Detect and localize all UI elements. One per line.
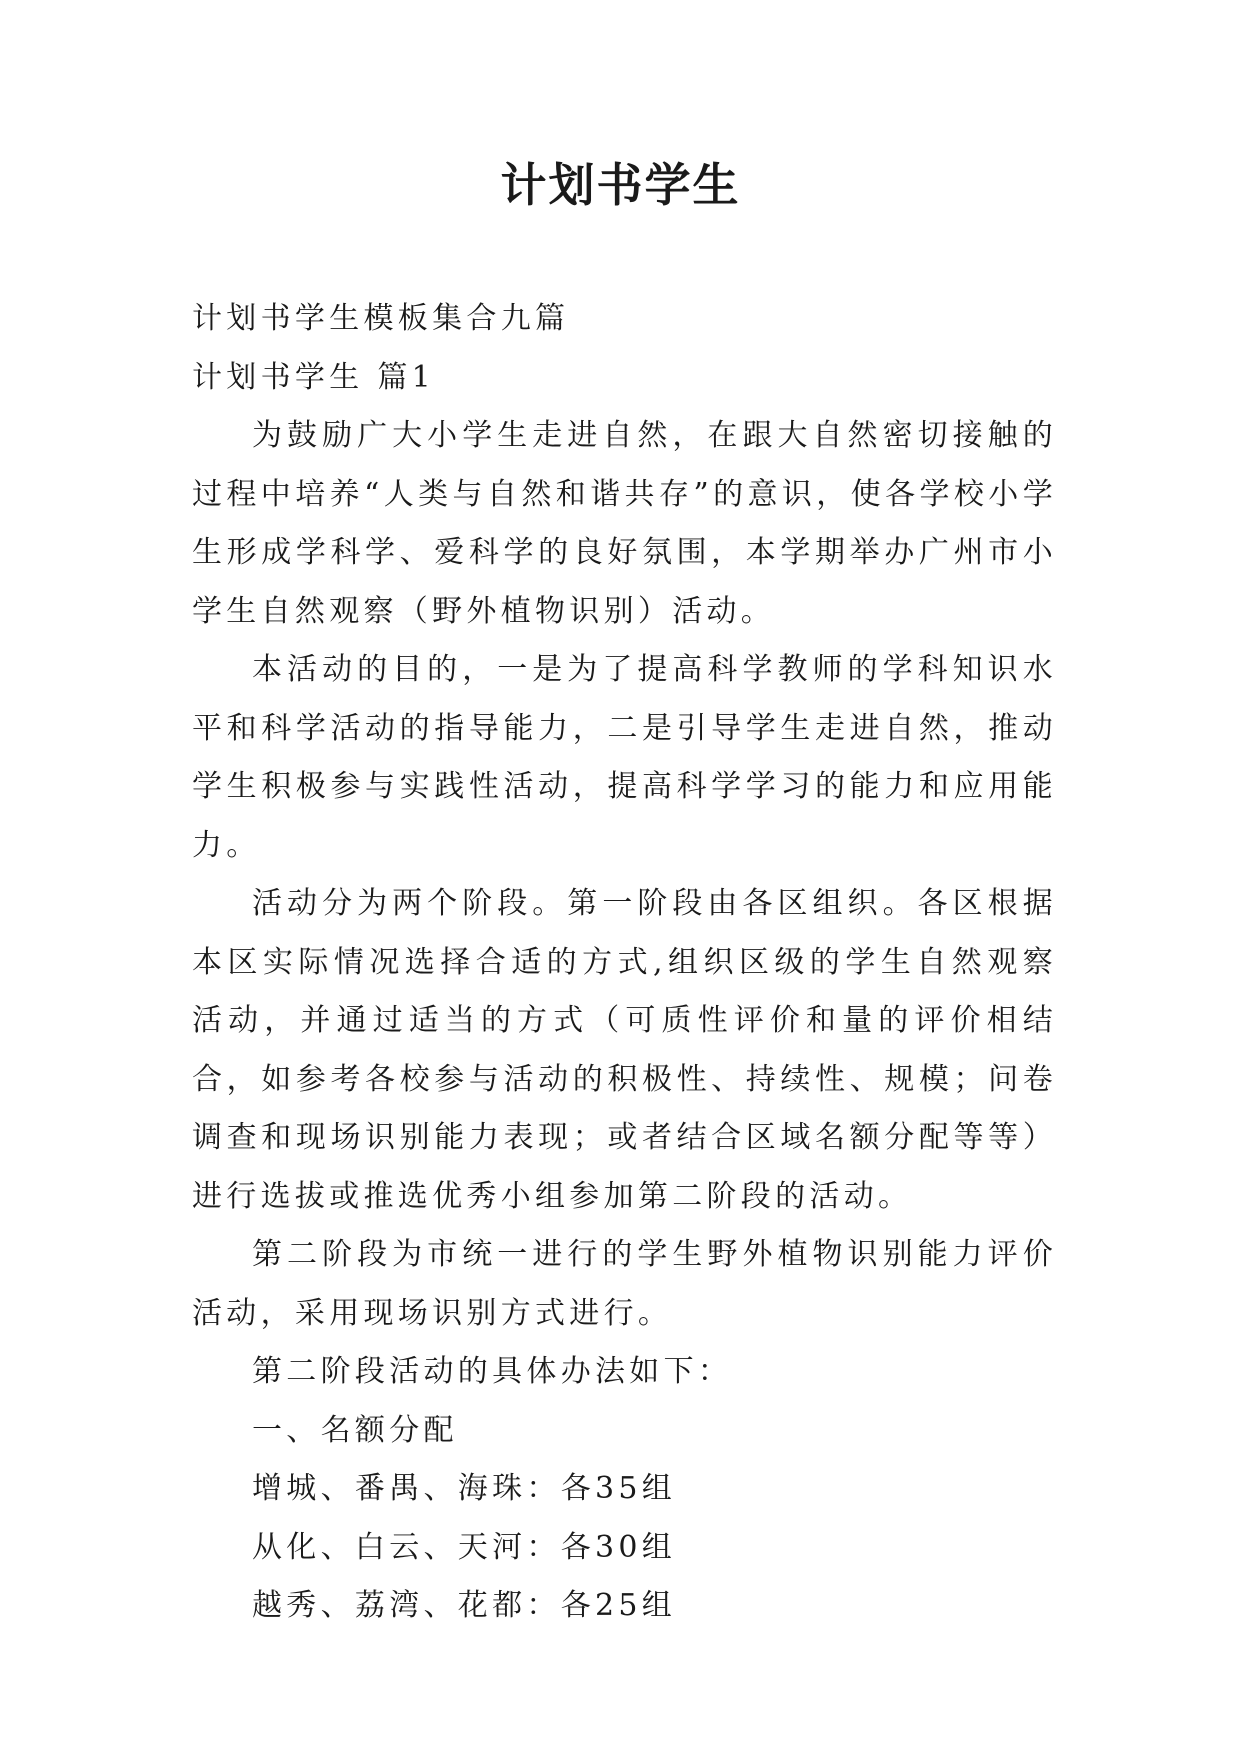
document-title: 计划书学生 bbox=[500, 158, 741, 212]
quota-line: 增城、番禺、海珠：各35组 bbox=[252, 1471, 677, 1506]
document-body bbox=[192, 290, 1057, 1636]
document-subtitle: 计划书学生模板集合九篇 bbox=[192, 301, 570, 336]
paragraph-2: 本活动的目的，一是为了提高科学教师的学科知识水平和科学活动的指导能力，二是引导学生走进自然，推动学生积极参与实践性活动，提高科学学习的能力和应用能力。 bbox=[192, 652, 1057, 863]
paragraph-3: 活动分为两个阶段。第一阶段由各区组织。各区根据本区实际情况选择合适的方式,组织区级的学生自然观察活动，并通过适当的方式（可质性评价和量的评价相结合，如参考各校参与活动的积极性、持续性、规模；问卷调查和现场识别能力表现；或者结合区域名额分配等等）进行选拔或推选优秀小组参加第二阶段的活动。 bbox=[192, 886, 1057, 1214]
quota-line: 从化、白云、天河：各30组 bbox=[252, 1529, 677, 1565]
paragraph-1: 为鼓励广大小学生走进自然，在跟大自然密切接触的过程中培养“人类与自然和谐共存”的意识，使各学校小学生形成学科学、爱科学的良好氛围，本学期举办广州市小学生自然观察（野外植物识别）活动。 bbox=[192, 418, 1057, 629]
list-heading: 一、名额分配 bbox=[252, 1412, 458, 1448]
quota-line: 越秀、荔湾、花都：各25组 bbox=[252, 1588, 677, 1623]
paragraph-4: 第二阶段为市统一进行的学生野外植物识别能力评价活动，采用现场识别方式进行。 bbox=[192, 1237, 1057, 1331]
section-heading: 计划书学生 篇1 bbox=[192, 359, 436, 395]
method-intro: 第二阶段活动的具体办法如下： bbox=[252, 1354, 733, 1389]
